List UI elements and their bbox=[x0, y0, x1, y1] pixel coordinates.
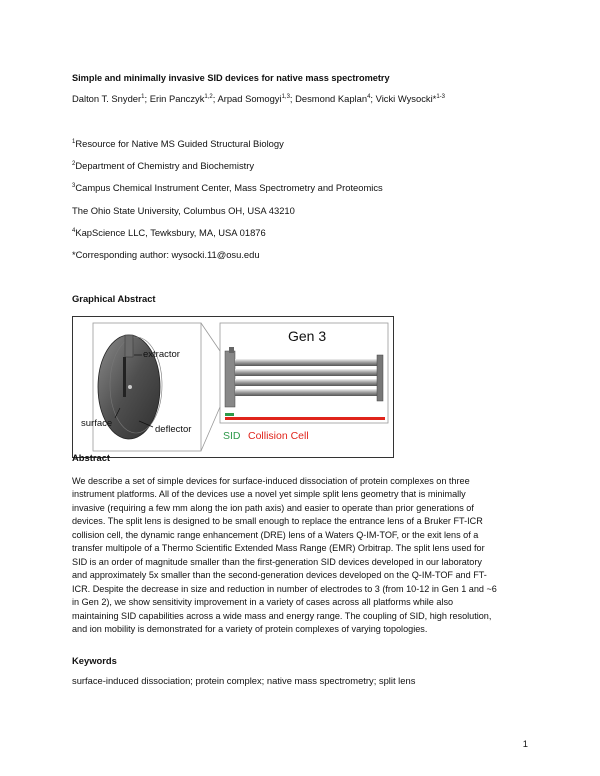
collision-cell-bar bbox=[225, 417, 385, 420]
abstract-line: and approximately 5x smaller than the second-generation devices developed on the Q-IM-TOF and FT- bbox=[72, 570, 487, 581]
author-separator: ; bbox=[144, 93, 150, 104]
author-affiliation-mark: 1,3 bbox=[281, 93, 290, 100]
author-affiliation-mark: 4 bbox=[367, 93, 371, 100]
affiliation-text: The Ohio State University, Columbus OH, USA 43210 bbox=[72, 205, 295, 216]
affiliation-line bbox=[72, 227, 266, 239]
extractor-label: extractor bbox=[143, 349, 180, 360]
affiliation-mark: 4 bbox=[72, 227, 76, 234]
author-list bbox=[72, 93, 445, 105]
affiliation-line bbox=[72, 160, 254, 172]
lens-aperture bbox=[128, 385, 132, 389]
keywords-text: surface-induced dissociation; protein complex; native mass spectrometry; split lens bbox=[72, 675, 416, 686]
abstract-line: and ion mobility is demonstrated for a variety of protein complexes of varying topologies. bbox=[72, 623, 428, 634]
author-separator: ; bbox=[289, 93, 296, 104]
gen-label: Gen 3 bbox=[288, 328, 327, 344]
abstract-line: SID is an order of magnitude smaller than the first-generation SID devices developed in our laboratory bbox=[72, 556, 482, 567]
author-affiliation-mark: 1,2 bbox=[204, 93, 213, 100]
collision-rod-3 bbox=[235, 379, 381, 386]
sid-bar bbox=[225, 413, 234, 416]
collision-rod-1 bbox=[235, 359, 381, 366]
affiliation-line bbox=[72, 205, 295, 217]
author-name: Desmond Kaplan bbox=[295, 93, 368, 104]
abstract-line: devices. The split lens is designed to be small enough to replace the entrance lens of a Bruker FT-ICR bbox=[72, 516, 483, 527]
affiliation-line bbox=[72, 138, 284, 150]
abstract-line: transfer multipole of a Thermo Scientific Extended Mass Range (EMR) Orbitrap. The split lens used for bbox=[72, 543, 485, 554]
graphical-abstract-heading: Graphical Abstract bbox=[72, 293, 156, 304]
exit-lens bbox=[377, 355, 383, 401]
author-separator: ; bbox=[212, 93, 218, 104]
abstract-line: collision cell, the dynamic range enhancement (DRE) lens of a Waters Q-IM-TOF, or the exit lens of a bbox=[72, 529, 479, 540]
affiliation-mark: 3 bbox=[72, 182, 76, 189]
author-affiliation-mark: 1-3 bbox=[436, 93, 445, 100]
collision-rod-4 bbox=[235, 389, 381, 396]
author-name: Vicki Wysocki* bbox=[375, 93, 437, 104]
abstract-line: invasive (requiring a few mm along the ion path axis) and easier to operate than prior generations of bbox=[72, 502, 474, 513]
author-affiliation-mark: 1 bbox=[141, 93, 145, 100]
paper-title: Simple and minimally invasive SID devices for native mass spectrometry bbox=[72, 73, 390, 83]
affiliation-text: KapScience LLC, Tewksbury, MA, USA 01876 bbox=[75, 227, 266, 238]
abstract-line: instrument platforms. All of the devices use a novel yet simple split lens geometry that is minimally bbox=[72, 489, 466, 500]
abstract-body bbox=[72, 475, 534, 636]
affiliation-mark: 2 bbox=[72, 160, 76, 167]
graphical-abstract-figure bbox=[72, 316, 394, 458]
affiliation-mark: 1 bbox=[72, 138, 76, 145]
surface-label: surface bbox=[81, 418, 113, 429]
author-separator: ; bbox=[370, 93, 376, 104]
author-name: Erin Panczyk bbox=[149, 93, 205, 104]
collision-rod-2 bbox=[235, 369, 381, 376]
sid-device-illustration bbox=[73, 317, 393, 457]
affiliation-line bbox=[72, 182, 383, 194]
affiliation-line bbox=[72, 249, 260, 261]
abstract-heading: Abstract bbox=[72, 452, 111, 463]
affiliation-text: Campus Chemical Instrument Center, Mass Spectrometry and Proteomics bbox=[75, 182, 383, 193]
affiliation-text: Department of Chemistry and Biochemistry bbox=[75, 160, 255, 171]
abstract-line: in Gen 2), we show sensitivity improvement in a variety of cases across all platforms while also bbox=[72, 597, 454, 608]
author-name: Arpad Somogyi bbox=[217, 93, 282, 104]
affiliation-text: *Corresponding author: wysocki.11@osu.edu bbox=[72, 249, 260, 260]
collision-cell-label: Collision Cell bbox=[248, 430, 309, 442]
split-gap bbox=[123, 357, 126, 397]
author-name: Dalton T. Snyder bbox=[72, 93, 142, 104]
deflector-label: deflector bbox=[155, 424, 192, 435]
keywords-heading: Keywords bbox=[72, 655, 117, 666]
sid-lens-block bbox=[225, 351, 235, 407]
abstract-line: We describe a set of simple devices for surface-induced dissociation of protein complexes on three bbox=[72, 476, 470, 486]
page-number: 1 bbox=[522, 738, 528, 749]
abstract-line: maintaining SID capabilities across a wide mass and energy range. The coupling of SID, high resolution, bbox=[72, 610, 492, 621]
affiliation-text: Resource for Native MS Guided Structural Biology bbox=[75, 138, 284, 149]
sid-label: SID bbox=[223, 430, 241, 442]
abstract-line: ICR. Despite the decrease in size and reduction in number of electrodes to 3 (from 10-12 in Gen 1 and ~6 bbox=[72, 583, 497, 594]
lens-tab bbox=[125, 335, 133, 357]
